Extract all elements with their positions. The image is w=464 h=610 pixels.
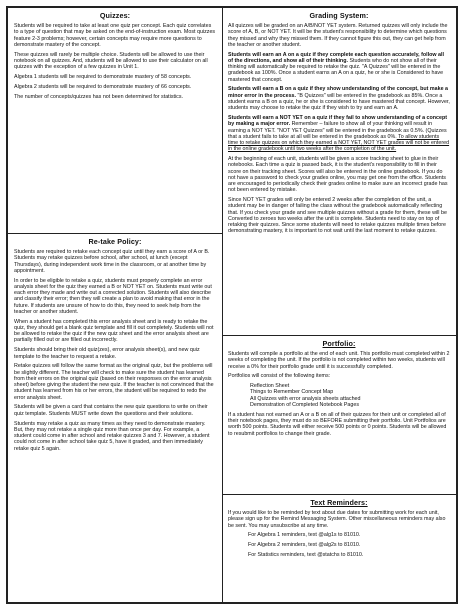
retake-paragraph: Students are required to retake each concept quiz until they earn a score of A or B. Students may retake quizzes before school, after school, at lunch (except Thursdays), during independent work time in the classroom, or at another time by appointment. xyxy=(14,249,210,274)
grading-notyet-rule: Students will earn a NOT YET on a quiz if they fail to show understanding of a concept by making a major error. xyxy=(228,115,448,128)
left-column xyxy=(8,8,223,602)
retake-policy-heading: Re-take Policy: xyxy=(88,237,142,246)
grading-paragraph: All quizzes will be graded on an A/B/NOT YET system. Returned quizzes will only include the score of A, B, or NOT YET. It will be the student's responsibility to determine which questions they missed and why they missed them. If they cannot figure this out, they can get help from the teacher or another student. xyxy=(228,23,448,48)
grading-a-paragraph xyxy=(228,52,450,83)
quizzes-section xyxy=(8,8,222,234)
portfolio-paragraph: Students will compile a portfolio at the end of each unit. This portfolio must completed within 2 weeks of completing the unit. If the portfolio is not completed within two weeks, students will receive a 0% for their portfolio grade until it is successfully completed. xyxy=(228,351,450,370)
portfolio-section xyxy=(222,336,456,495)
quizzes-paragraph: Algebra 2 students will be required to demonstrate mastery of 66 concepts. xyxy=(14,83,192,90)
reminders-paragraph: If you would like to be reminded by text about due dates for submitting work for each unit, please sign up for the Remind Messaging System. Other miscellaneous reminders may also be sent. You may unsubscribe at any time. xyxy=(228,510,446,529)
quizzes-paragraph: Algebra 1 students will be required to demonstrate mastery of 58 concepts. xyxy=(14,73,192,80)
grading-b-detail: "B Quizzes" will be entered in the gradebook as 85%. Once a student earns a B on a quiz, he or she is considered to have mastered that concept. However, students may choose to retake the quiz if they wish to try and earn an A. xyxy=(228,92,450,112)
grading-notyet-paragraph xyxy=(228,115,450,153)
grading-a-detail: Students who do not show all of their thinking will automatically be required to retake the quiz. "A Quizzes" will be entered in the gradebook as 100%. Once a student earns an A on a quiz, he or she is Considered to have mastered that concept. xyxy=(228,57,444,83)
quizzes-paragraph: These quizzes will rarely be multiple choice. Students will be allowed to use their notebook on all quizzes. And, students will be allowed to use their calculator on all quizzes with the exception of a few quizzes in Unit 1. xyxy=(14,51,208,71)
retake-paragraph: Students may retake a quiz as many times as they need to demonstrate mastery. But, they may not retake a single quiz more than once per day. For example, a student could come in after school and retake quizzes 3 and 7. However, a student could not come in after school take quiz 5, have it graded, and then immediately retake quiz 5 again. xyxy=(14,420,210,452)
grading-a-rule: Students will earn an A on a quiz if they complete each question accurately, follow all of the directions, and show all of their thinking. xyxy=(228,51,444,64)
reminder-line: For Algebra 1 reminders, text @alg1s to 81010. xyxy=(248,532,361,539)
retake-policy-section xyxy=(8,234,222,602)
retake-paragraph: When a student has completed this error analysis sheet and is ready to retake the quiz, they should get a blank quiz template and fill it out completely. Students will not be allowed to retake the quiz if the new quiz sheet and the error analysis sheet are partially filled out or are filled out incorrectly. xyxy=(14,318,214,344)
reminder-line: For Statistics reminders, text @statchs to 81010. xyxy=(248,552,364,559)
right-column xyxy=(222,8,456,602)
text-reminders-section xyxy=(222,495,456,602)
reminder-line: For Algebra 2 reminders, text @alg2s to 81010. xyxy=(248,542,361,549)
list-item: Demonstration of Completed Notebook Pages xyxy=(250,401,360,408)
grading-system-section xyxy=(222,8,456,336)
grading-paragraph: Since NOT YET grades will only be entered 2 weeks after the completion of the unit, a student may be in danger of failing the class without the gradebook automatically reflecting that. If you check your grade and see multiple quizzes without a grade for them, these will be Converted to zeroes two weeks after the unit is complete. Students need to stay on top of retaking their quizzes. Since some students will need to retake quizzes multiple times before demonstrating mastery, it is important to not wait until the last moment to retake quizzes. xyxy=(228,197,447,235)
quizzes-paragraph: Students will be required to take at least one quiz per concept. Each quiz correlates to a type of question that may be asked on the end-of-instruction exam. Most quizzes feature 2-3 problems; however, certain concepts may require more questions to demonstrate mastery of the concept. xyxy=(14,23,216,48)
portfolio-paragraph: If a student has not earned an A or a B on all of their quizzes for their unit or completed all of their notebook pages, they must do so BEFORE submitting their portfolio. Unit Portfolios are worth 500 points. Students will either receive 500 points or 0 points. Students will be allowed to resubmit portfolios to change their grade. xyxy=(228,411,447,437)
grading-notyet-detail: Remember – failure to show all of your thinking will result in earning a NOT YET. "NOT YET Quizzes" will be entered in the gradebook as 0.5%. (Quizzes that a student fails to take at all will be entered in the gradebook as 0%. xyxy=(228,121,447,140)
grading-system-heading: Grading System: xyxy=(309,11,369,20)
list-item: Things to Remember Concept Map xyxy=(250,389,334,396)
portfolio-items-list xyxy=(228,383,450,408)
portfolio-paragraph: Portfolios will consist of the following items: xyxy=(228,373,331,380)
retake-paragraph: In order to be eligible to retake a quiz, students must properly complete an error analysis sheet for the quiz they earned a B or NOT YET on. Students must write out each error they made and write out a corrected solution. Students will also describe and classify their error; then they will create a plan to avoid making that error in the future. If students are unsure of how to do this, they need to seek help from the teacher or another student. xyxy=(14,277,212,315)
list-item: Reflection Sheet xyxy=(250,383,290,390)
retake-paragraph: Retake quizzes will follow the same format as the original quiz, but the problems will be slightly different. The teacher will check to make sure the student has learned from their errors on the original quiz (based on their responses on the error analysis sheet) before giving the student the new quiz. If the teacher is not convinced that the student has learned from his or her errors, the student will be required to redo the error analysis sheet. xyxy=(14,363,214,401)
portfolio-heading: Portfolio: xyxy=(322,339,356,348)
retake-paragraph: Students will be given a card that contains the new quiz questions to write on their quiz template. Students MUST write down the questions and their solutions. xyxy=(14,404,208,417)
grading-b-rule: Students will earn a B on a quiz if they show understanding of the concept, but make a minor error in the process. xyxy=(228,86,449,99)
policy-handout xyxy=(6,6,458,604)
text-reminders-heading: Text Reminders: xyxy=(310,498,368,507)
grading-b-paragraph xyxy=(228,86,450,111)
grading-paragraph: At the beginning of each unit, students will be given a score tracking sheet to glue in their notebooks. Each time a quiz is passed back, it is the student's responsibility to fill in their score on their tracking sheet. Scores will also be entered in the online gradebook. If you do not have a password to check your grades online, you may get one from the office. Students are encouraged to periodically check their grades online to make sure an incorrect grade has not been entered by mistake. xyxy=(228,156,448,194)
retake-paragraph: Students should bring their old quiz(zes), error analysis sheet(s), and new quiz template to the teacher to request a retake. xyxy=(14,347,200,360)
quizzes-paragraph: The number of concepts/quizzes has not been determined for statistics. xyxy=(14,93,184,100)
list-item: All Quizzes with error analysis sheets attached xyxy=(250,395,361,402)
quizzes-heading: Quizzes: xyxy=(99,11,131,20)
grading-notyet-underlined: To allow students time to retake quizzes on which they earned a NOT YET, NOT YET grades will not be entered in the online gradebook until two weeks after the completion of the unit. xyxy=(228,133,450,153)
